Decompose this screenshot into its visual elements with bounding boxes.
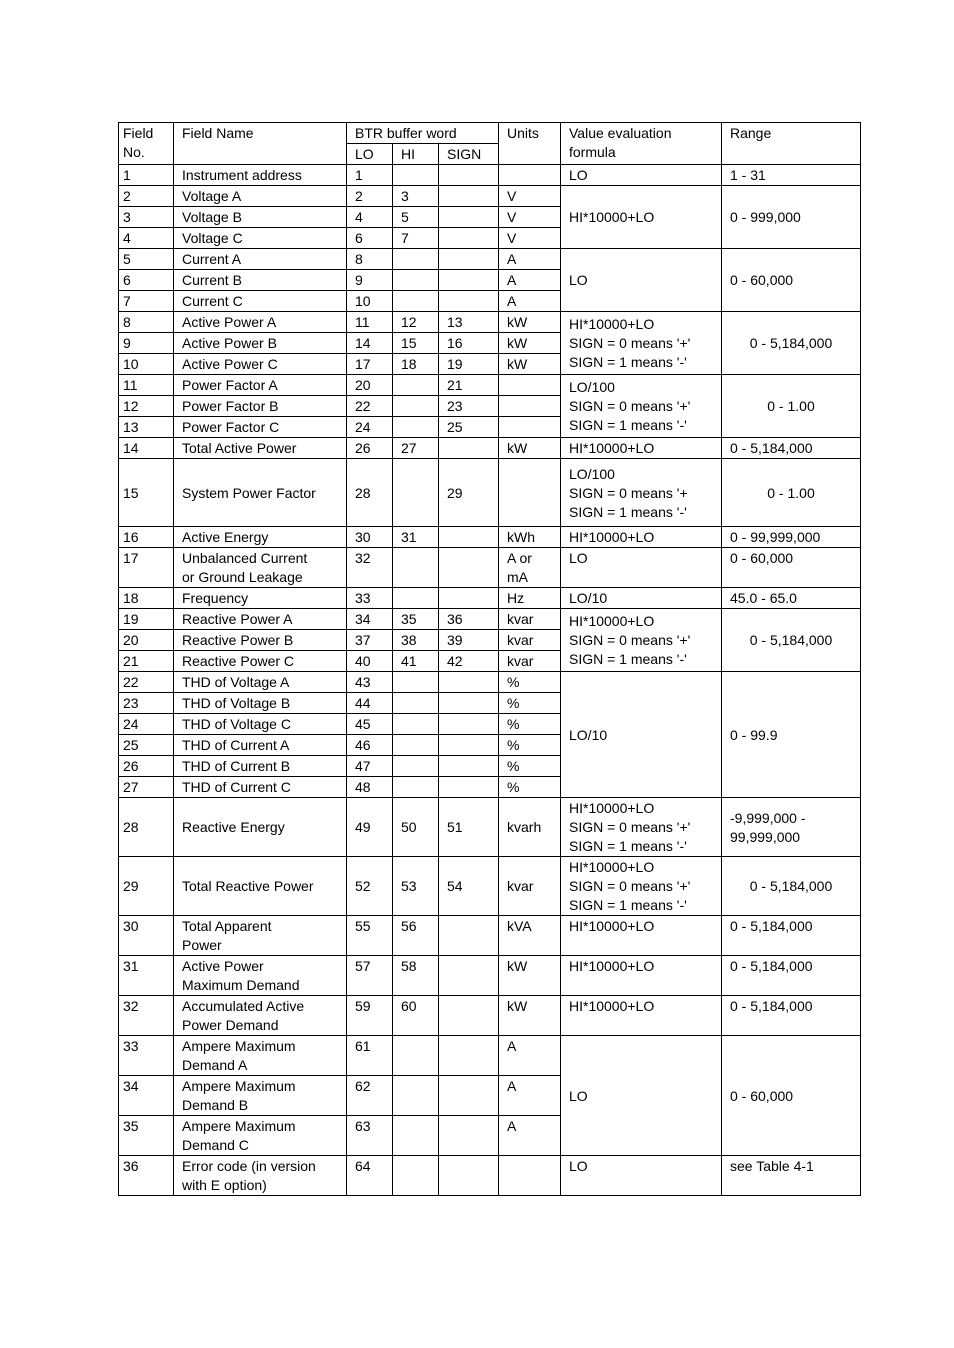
units: kW: [499, 312, 561, 333]
value-range: 0 - 60,000: [722, 1036, 861, 1156]
table-row: [119, 438, 861, 459]
btr-sign: 13: [439, 312, 499, 333]
header-row: [119, 123, 861, 144]
units: [499, 417, 561, 438]
btr-lo: 47: [347, 756, 393, 777]
btr-hi: [393, 588, 439, 609]
field-no: 28: [119, 798, 174, 857]
value-formula: LO/100 SIGN = 0 means '+ SIGN = 1 means '-': [561, 459, 722, 527]
field-no: 23: [119, 693, 174, 714]
field-name: Ampere Maximum Demand C: [174, 1116, 347, 1156]
field-no: 13: [119, 417, 174, 438]
value-range: 0 - 99.9: [722, 672, 861, 798]
btr-sign: [439, 249, 499, 270]
btr-hi: [393, 777, 439, 798]
btr-hi: 3: [393, 186, 439, 207]
units: A: [499, 270, 561, 291]
btr-lo: 2: [347, 186, 393, 207]
register-map-table: [118, 122, 861, 1196]
header-range: Range: [722, 123, 861, 165]
table-row: [119, 527, 861, 548]
field-no: 31: [119, 956, 174, 996]
units: A: [499, 1116, 561, 1156]
field-name: THD of Current B: [174, 756, 347, 777]
field-name: Active Power B: [174, 333, 347, 354]
value-formula: LO/10: [561, 588, 722, 609]
btr-lo: 40: [347, 651, 393, 672]
btr-sign: [439, 1156, 499, 1196]
field-no: 34: [119, 1076, 174, 1116]
btr-hi: 27: [393, 438, 439, 459]
units: Hz: [499, 588, 561, 609]
units: kW: [499, 333, 561, 354]
field-no: 20: [119, 630, 174, 651]
table-row: [119, 798, 861, 857]
btr-hi: [393, 1036, 439, 1076]
field-name: Accumulated Active Power Demand: [174, 996, 347, 1036]
value-formula: HI*10000+LO SIGN = 0 means '+' SIGN = 1 means '-': [561, 609, 722, 672]
header-hi: HI: [393, 144, 439, 165]
btr-lo: 63: [347, 1116, 393, 1156]
btr-hi: [393, 548, 439, 588]
value-formula: HI*10000+LO: [561, 996, 722, 1036]
field-name: Frequency: [174, 588, 347, 609]
value-formula: HI*10000+LO: [561, 956, 722, 996]
value-formula: LO/100 SIGN = 0 means '+' SIGN = 1 means '-': [561, 375, 722, 438]
btr-hi: [393, 756, 439, 777]
units: A: [499, 1076, 561, 1116]
field-no: 8: [119, 312, 174, 333]
field-no: 17: [119, 548, 174, 588]
field-name: Total Active Power: [174, 438, 347, 459]
header-sign: SIGN: [439, 144, 499, 165]
header-lo: LO: [347, 144, 393, 165]
field-name: THD of Voltage A: [174, 672, 347, 693]
value-formula: HI*10000+LO SIGN = 0 means '+' SIGN = 1 means '-': [561, 312, 722, 375]
field-name: Reactive Power A: [174, 609, 347, 630]
btr-lo: 33: [347, 588, 393, 609]
value-range: 1 - 31: [722, 165, 861, 186]
btr-hi: [393, 735, 439, 756]
units: [499, 396, 561, 417]
header-value-formula: Value evaluation formula: [561, 123, 722, 165]
table-row: [119, 996, 861, 1036]
field-name: Current B: [174, 270, 347, 291]
table-row: [119, 956, 861, 996]
btr-hi: [393, 672, 439, 693]
units: kvarh: [499, 798, 561, 857]
field-no: 14: [119, 438, 174, 459]
units: A: [499, 1036, 561, 1076]
btr-sign: 39: [439, 630, 499, 651]
btr-lo: 9: [347, 270, 393, 291]
field-no: 3: [119, 207, 174, 228]
field-no: 24: [119, 714, 174, 735]
field-name: Ampere Maximum Demand A: [174, 1036, 347, 1076]
btr-sign: [439, 270, 499, 291]
field-no: 30: [119, 916, 174, 956]
btr-lo: 37: [347, 630, 393, 651]
value-formula: LO: [561, 165, 722, 186]
btr-lo: 28: [347, 459, 393, 527]
btr-sign: 19: [439, 354, 499, 375]
units: A: [499, 291, 561, 312]
btr-sign: [439, 735, 499, 756]
value-range: 45.0 - 65.0: [722, 588, 861, 609]
field-no: 2: [119, 186, 174, 207]
field-name: THD of Voltage C: [174, 714, 347, 735]
btr-lo: 43: [347, 672, 393, 693]
value-formula: HI*10000+LO SIGN = 0 means '+' SIGN = 1 means '-': [561, 798, 722, 857]
value-formula: HI*10000+LO: [561, 527, 722, 548]
units: kW: [499, 956, 561, 996]
field-no: 19: [119, 609, 174, 630]
field-no: 36: [119, 1156, 174, 1196]
field-no: 26: [119, 756, 174, 777]
units: %: [499, 735, 561, 756]
table-row: [119, 672, 861, 693]
btr-lo: 48: [347, 777, 393, 798]
btr-lo: 62: [347, 1076, 393, 1116]
btr-lo: 26: [347, 438, 393, 459]
units: [499, 165, 561, 186]
units: %: [499, 714, 561, 735]
btr-hi: [393, 417, 439, 438]
field-name: Active Power C: [174, 354, 347, 375]
value-range: 0 - 60,000: [722, 548, 861, 588]
btr-lo: 49: [347, 798, 393, 857]
btr-sign: 54: [439, 857, 499, 916]
btr-lo: 10: [347, 291, 393, 312]
btr-hi: [393, 1076, 439, 1116]
field-name: Error code (in version with E option): [174, 1156, 347, 1196]
field-name: Power Factor A: [174, 375, 347, 396]
value-range: 0 - 5,184,000: [722, 996, 861, 1036]
btr-hi: 56: [393, 916, 439, 956]
btr-sign: 23: [439, 396, 499, 417]
field-no: 12: [119, 396, 174, 417]
field-name: Reactive Energy: [174, 798, 347, 857]
field-name: Active Energy: [174, 527, 347, 548]
field-no: 27: [119, 777, 174, 798]
field-no: 29: [119, 857, 174, 916]
header-btr-buffer-word: BTR buffer word: [347, 123, 499, 144]
btr-sign: 42: [439, 651, 499, 672]
value-range: 0 - 999,000: [722, 186, 861, 249]
btr-sign: [439, 916, 499, 956]
btr-lo: 55: [347, 916, 393, 956]
btr-lo: 8: [347, 249, 393, 270]
btr-sign: [439, 291, 499, 312]
btr-lo: 20: [347, 375, 393, 396]
btr-sign: [439, 438, 499, 459]
field-no: 11: [119, 375, 174, 396]
field-no: 33: [119, 1036, 174, 1076]
btr-hi: [393, 270, 439, 291]
btr-sign: [439, 956, 499, 996]
field-name: Unbalanced Current or Ground Leakage: [174, 548, 347, 588]
field-no: 21: [119, 651, 174, 672]
btr-hi: 7: [393, 228, 439, 249]
btr-lo: 52: [347, 857, 393, 916]
btr-sign: 36: [439, 609, 499, 630]
field-name: Voltage C: [174, 228, 347, 249]
field-no: 4: [119, 228, 174, 249]
field-name: Power Factor C: [174, 417, 347, 438]
btr-sign: [439, 693, 499, 714]
field-name: Ampere Maximum Demand B: [174, 1076, 347, 1116]
field-no: 15: [119, 459, 174, 527]
value-formula: HI*10000+LO SIGN = 0 means '+' SIGN = 1 means '-': [561, 857, 722, 916]
value-range: 0 - 1.00: [722, 459, 861, 527]
btr-sign: [439, 527, 499, 548]
btr-hi: 12: [393, 312, 439, 333]
btr-sign: 51: [439, 798, 499, 857]
table-row: [119, 165, 861, 186]
value-range: 0 - 5,184,000: [722, 916, 861, 956]
field-no: 10: [119, 354, 174, 375]
btr-lo: 59: [347, 996, 393, 1036]
field-no: 6: [119, 270, 174, 291]
value-range: 0 - 5,184,000: [722, 312, 861, 375]
units: [499, 459, 561, 527]
units: kvar: [499, 651, 561, 672]
value-formula: HI*10000+LO: [561, 916, 722, 956]
field-name: Total Apparent Power: [174, 916, 347, 956]
field-name: Voltage A: [174, 186, 347, 207]
btr-lo: 6: [347, 228, 393, 249]
btr-sign: [439, 588, 499, 609]
btr-lo: 45: [347, 714, 393, 735]
btr-sign: [439, 548, 499, 588]
header-units: Units: [499, 123, 561, 165]
table-row: [119, 249, 861, 270]
field-name: Voltage B: [174, 207, 347, 228]
btr-lo: 22: [347, 396, 393, 417]
units: [499, 1156, 561, 1196]
field-name: Instrument address: [174, 165, 347, 186]
header-field-name: Field Name: [174, 123, 347, 165]
btr-lo: 30: [347, 527, 393, 548]
btr-hi: 60: [393, 996, 439, 1036]
units: V: [499, 228, 561, 249]
field-name: Reactive Power B: [174, 630, 347, 651]
field-name: Active Power Maximum Demand: [174, 956, 347, 996]
units: V: [499, 207, 561, 228]
btr-hi: [393, 459, 439, 527]
units: kW: [499, 354, 561, 375]
field-name: Current A: [174, 249, 347, 270]
btr-sign: 16: [439, 333, 499, 354]
units: %: [499, 777, 561, 798]
table-row: [119, 609, 861, 630]
btr-lo: 44: [347, 693, 393, 714]
value-formula: LO: [561, 548, 722, 588]
value-range: 0 - 5,184,000: [722, 857, 861, 916]
units: %: [499, 756, 561, 777]
btr-hi: [393, 375, 439, 396]
btr-lo: 24: [347, 417, 393, 438]
value-formula: LO: [561, 1036, 722, 1156]
value-formula: LO/10: [561, 672, 722, 798]
units: kvar: [499, 609, 561, 630]
btr-sign: [439, 996, 499, 1036]
field-name: THD of Voltage B: [174, 693, 347, 714]
units: A: [499, 249, 561, 270]
btr-lo: 4: [347, 207, 393, 228]
field-no: 5: [119, 249, 174, 270]
btr-hi: 58: [393, 956, 439, 996]
units: kVA: [499, 916, 561, 956]
btr-hi: 41: [393, 651, 439, 672]
btr-lo: 64: [347, 1156, 393, 1196]
field-no: 32: [119, 996, 174, 1036]
field-name: THD of Current A: [174, 735, 347, 756]
field-no: 16: [119, 527, 174, 548]
field-no: 9: [119, 333, 174, 354]
value-range: 0 - 60,000: [722, 249, 861, 312]
value-range: -9,999,000 - 99,999,000: [722, 798, 861, 857]
btr-hi: [393, 693, 439, 714]
table-row: [119, 1156, 861, 1196]
btr-sign: 29: [439, 459, 499, 527]
btr-lo: 14: [347, 333, 393, 354]
units: %: [499, 693, 561, 714]
btr-sign: [439, 1036, 499, 1076]
btr-hi: [393, 1116, 439, 1156]
field-name: Current C: [174, 291, 347, 312]
btr-lo: 34: [347, 609, 393, 630]
field-no: 7: [119, 291, 174, 312]
btr-lo: 1: [347, 165, 393, 186]
btr-sign: 25: [439, 417, 499, 438]
value-formula: HI*10000+LO: [561, 438, 722, 459]
field-name: THD of Current C: [174, 777, 347, 798]
table-row: [119, 312, 861, 333]
btr-hi: [393, 396, 439, 417]
btr-hi: 5: [393, 207, 439, 228]
table-row: [119, 588, 861, 609]
table-row: [119, 857, 861, 916]
table-row: [119, 916, 861, 956]
btr-hi: 38: [393, 630, 439, 651]
btr-lo: 46: [347, 735, 393, 756]
btr-sign: [439, 207, 499, 228]
value-formula: LO: [561, 1156, 722, 1196]
btr-lo: 17: [347, 354, 393, 375]
btr-sign: [439, 186, 499, 207]
btr-lo: 61: [347, 1036, 393, 1076]
field-name: Active Power A: [174, 312, 347, 333]
units: kW: [499, 996, 561, 1036]
btr-sign: [439, 228, 499, 249]
btr-sign: 21: [439, 375, 499, 396]
table-row: [119, 548, 861, 588]
field-no: 18: [119, 588, 174, 609]
btr-lo: 11: [347, 312, 393, 333]
units: kvar: [499, 857, 561, 916]
field-name: Reactive Power C: [174, 651, 347, 672]
value-range: 0 - 99,999,000: [722, 527, 861, 548]
header-field-no: Field No.: [119, 123, 174, 165]
btr-lo: 57: [347, 956, 393, 996]
units: kvar: [499, 630, 561, 651]
btr-hi: [393, 1156, 439, 1196]
btr-sign: [439, 1076, 499, 1116]
btr-hi: 35: [393, 609, 439, 630]
table-row: [119, 186, 861, 207]
btr-hi: 15: [393, 333, 439, 354]
value-range: 0 - 1.00: [722, 375, 861, 438]
btr-hi: [393, 714, 439, 735]
btr-hi: [393, 165, 439, 186]
units: kW: [499, 438, 561, 459]
table-row: [119, 1036, 861, 1076]
btr-sign: [439, 714, 499, 735]
value-range: 0 - 5,184,000: [722, 609, 861, 672]
field-name: Power Factor B: [174, 396, 347, 417]
field-no: 35: [119, 1116, 174, 1156]
value-formula: LO: [561, 249, 722, 312]
field-name: System Power Factor: [174, 459, 347, 527]
btr-sign: [439, 756, 499, 777]
field-no: 25: [119, 735, 174, 756]
btr-hi: 18: [393, 354, 439, 375]
table-row: [119, 375, 861, 396]
btr-hi: [393, 291, 439, 312]
value-range: 0 - 5,184,000: [722, 438, 861, 459]
btr-sign: [439, 777, 499, 798]
field-name: Total Reactive Power: [174, 857, 347, 916]
units: [499, 375, 561, 396]
units: kWh: [499, 527, 561, 548]
btr-lo: 32: [347, 548, 393, 588]
value-range: see Table 4-1: [722, 1156, 861, 1196]
btr-hi: 31: [393, 527, 439, 548]
field-no: 22: [119, 672, 174, 693]
btr-hi: 50: [393, 798, 439, 857]
value-formula: HI*10000+LO: [561, 186, 722, 249]
btr-sign: [439, 1116, 499, 1156]
table-row: [119, 459, 861, 527]
btr-sign: [439, 672, 499, 693]
btr-hi: 53: [393, 857, 439, 916]
units: A or mA: [499, 548, 561, 588]
units: %: [499, 672, 561, 693]
value-range: 0 - 5,184,000: [722, 956, 861, 996]
btr-sign: [439, 165, 499, 186]
btr-hi: [393, 249, 439, 270]
field-no: 1: [119, 165, 174, 186]
units: V: [499, 186, 561, 207]
